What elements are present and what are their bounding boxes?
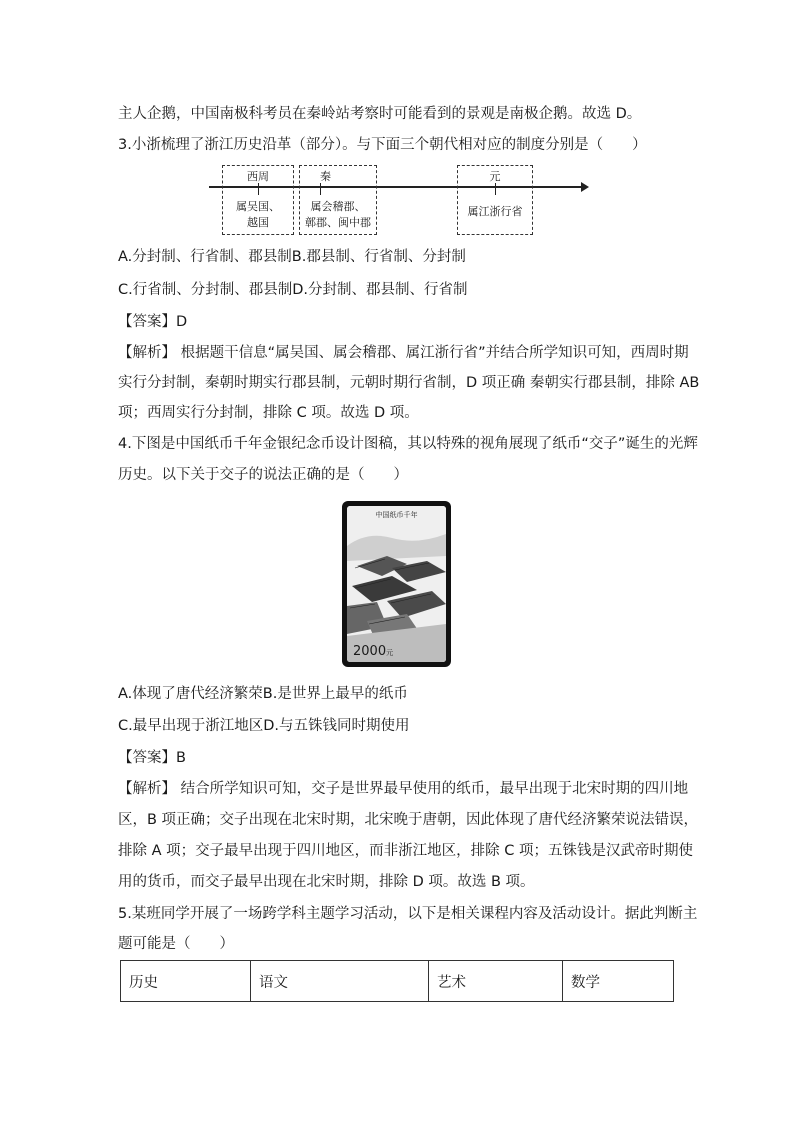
subject-table bbox=[120, 960, 674, 1002]
arrow-right-icon bbox=[581, 182, 589, 192]
timeline-tick bbox=[258, 183, 259, 195]
answer-line: 【答案】B bbox=[118, 750, 186, 766]
note-line: 属会稽郡、 bbox=[310, 200, 366, 213]
dynasty-label: 西周 bbox=[247, 170, 269, 183]
analysis-line: 区，B 项正确；交子出现在北宋时期，北宋晚于唐朝，因此体现了唐代经济繁荣说法错误， bbox=[118, 812, 699, 828]
analysis-line: 实行分封制，秦朝时期实行郡县制，元朝时期行省制，D 项正确 秦朝实行郡县制，排除 AB bbox=[118, 375, 700, 391]
question-5: 5.某班同学开展了一场跨学科主题学习活动，以下是相关课程内容及活动设计。据此判断主 bbox=[118, 906, 698, 922]
timeline-tick bbox=[320, 183, 321, 195]
note-line: 越国 bbox=[247, 216, 269, 229]
coin-value bbox=[353, 644, 393, 659]
table-cell: 语文 bbox=[251, 961, 429, 1002]
coin-value-number: 2000 bbox=[353, 644, 387, 659]
option-line: A.分封制、行省制、郡县制B.郡县制、行省制、分封制 bbox=[118, 249, 466, 265]
timeline-box-qin bbox=[299, 165, 377, 235]
dynasty-label: 秦 bbox=[320, 170, 331, 183]
question-4: 4.下图是中国纸币千年金银纪念币设计图稿，其以特殊的视角展现了纸币“交子”诞生的光辉 bbox=[118, 436, 698, 452]
commemorative-coin-image bbox=[342, 501, 451, 667]
question-4-cont: 历史。以下关于交子的说法正确的是（ ） bbox=[118, 467, 408, 483]
option-line: A.体现了唐代经济繁荣B.是世界上最早的纸币 bbox=[118, 686, 408, 702]
text-line: 主人企鹅，中国南极科考员在秦岭站考察时可能看到的景观是南极企鹅。故选 D。 bbox=[118, 106, 642, 122]
analysis-line: 排除 A 项；交子最早出现于四川地区，而非浙江地区，排除 C 项；五铢钱是汉武帝时期使 bbox=[118, 843, 693, 859]
note-line: 属江浙行省 bbox=[467, 205, 523, 218]
table-row bbox=[121, 961, 674, 1002]
analysis-line: 【解析】 结合所学知识可知，交子是世界最早使用的纸币，最早出现于北宋时期的四川地 bbox=[118, 781, 689, 797]
timeline-tick bbox=[495, 183, 496, 195]
table-cell: 艺术 bbox=[429, 961, 563, 1002]
timeline-diagram bbox=[205, 163, 595, 241]
answer-line: 【答案】D bbox=[118, 314, 188, 330]
note-line: 鄣郡、闽中郡 bbox=[305, 216, 371, 229]
coin-value-unit: 元 bbox=[386, 649, 394, 657]
coin-title: 中国纸币千年 bbox=[375, 511, 418, 519]
option-line: C.最早出现于浙江地区D.与五铢钱同时期使用 bbox=[118, 718, 410, 734]
market-scene-illustration bbox=[347, 506, 446, 662]
dynasty-label: 元 bbox=[489, 170, 501, 183]
note-line: 属吴国、 bbox=[236, 200, 280, 213]
question-5-cont: 题可能是（ ） bbox=[118, 936, 234, 952]
analysis-line: 用的货币，而交子最早出现在北宋时期，排除 D 项。故选 B 项。 bbox=[118, 874, 535, 890]
timeline-box-yuan bbox=[457, 165, 533, 235]
analysis-line: 【解析】 根据题干信息“属吴国、属会稽郡、属江浙行省”并结合所学知识可知，西周时期 bbox=[118, 345, 689, 361]
analysis-line: 项；西周实行分封制，排除 C 项。故选 D 项。 bbox=[118, 405, 419, 421]
timeline-box-xizhou bbox=[222, 165, 294, 235]
option-line: C.行省制、分封制、郡县制D.分封制、郡县制、行省制 bbox=[118, 282, 468, 298]
table-cell: 数学 bbox=[563, 961, 674, 1002]
question-3: 3.小浙梳理了浙江历史沿革（部分）。与下面三个朝代相对应的制度分别是（ ） bbox=[118, 137, 647, 153]
table-cell: 历史 bbox=[121, 961, 251, 1002]
